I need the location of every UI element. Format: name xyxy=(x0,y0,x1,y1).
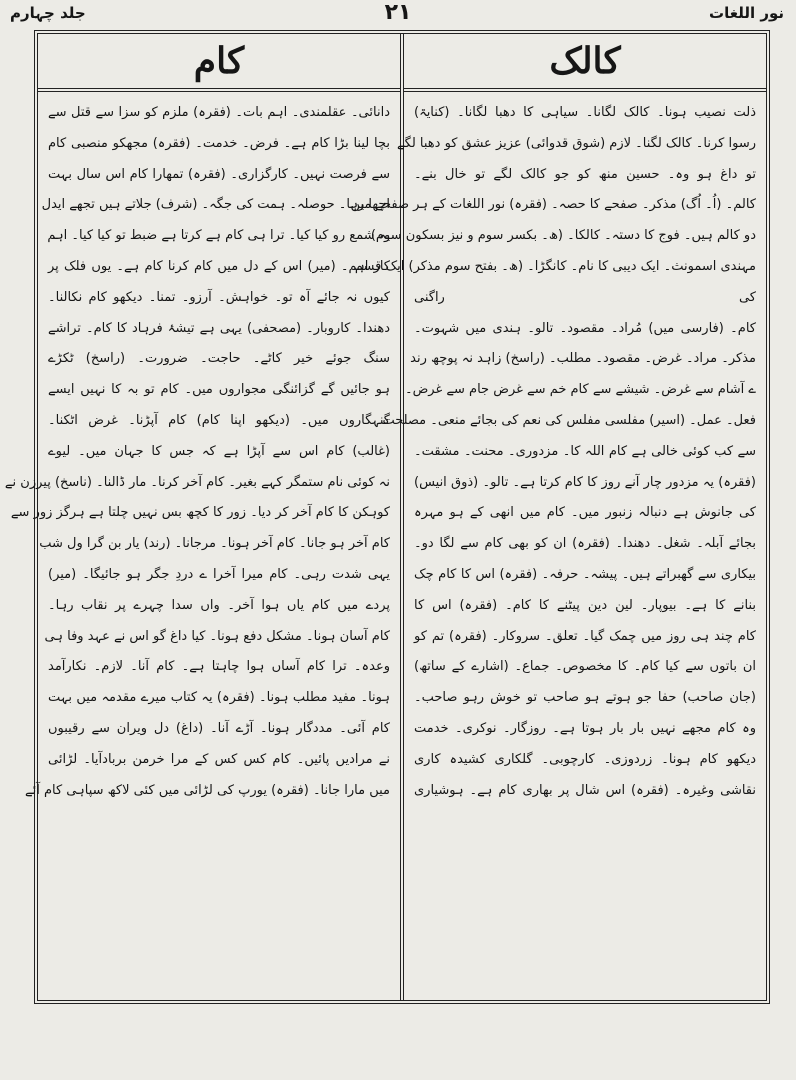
left-column-line: (غالب) کام اس سے آپڑا ہے کہ جس کا جہان میں۔ لیوے xyxy=(48,443,390,459)
right-column-line: رسوا کرنا۔ کالک لگنا۔ لازم (شوق قدوائی) عزیز عشق کو دھبا لگے xyxy=(397,135,756,151)
left-column-line: یہ شمع رو کیا کیا۔ ترا ہی کام ہے کرتا ہے ضبط تو کیا کیا۔ اہم xyxy=(47,228,390,244)
left-column-line: ہو جائیں گے گزائنگی مجواروں میں۔ کام تو بہ کا نہیں ایسے xyxy=(48,382,390,398)
right-column-line: (فقرہ) یہ مزدور چار آنے روز کا کام کرتا ہے۔ تالو۔ (ذوق انیس) xyxy=(414,474,756,490)
left-column-line: بچا لینا بڑا کام ہے۔ فرض۔ خدمت۔ (فقرہ) مجھکو منصبی کام xyxy=(48,135,390,151)
right-column-line: کی راگنی xyxy=(414,289,756,305)
right-column-line: وہ کام مجھے نہیں بار بار ہوتا ہے۔ روزگار۔ نوکری۔ خدمت xyxy=(414,720,756,736)
left-column-text xyxy=(4,92,400,806)
right-column-line: فعل۔ عمل۔ (اسیر) مفلسی مفلس کی نعم کی بجائے منعی۔ مصلحت xyxy=(382,412,756,428)
left-column-line: پردے میں کام یاں ہوا آخر۔ واں سدا چہرے پر نقاب رہا۔ xyxy=(48,597,390,613)
right-column-line: نقاشی وغیرہ۔ (فقرہ) اس شال پر بھاری کام ہے۔ ہوشیاری xyxy=(414,782,756,798)
left-column-line: کیوں نہ جائے آہ تو۔ خواہش۔ آرزو۔ تمنا۔ دیکھو کام نکالنا۔ xyxy=(48,289,390,305)
left-column-line: کام آخر ہو جانا۔ کام آخر ہونا۔ مرجانا۔ (رند) یار بن گرا ول شب xyxy=(39,536,390,552)
right-column-line: کام چند ہی روز میں چمک گیا۔ تعلق۔ سروکار۔ (فقرہ) تم کو xyxy=(414,628,756,644)
right-column-line: کالم۔ (اُ۔ اُگ) مذکر۔ صفحے کا حصہ۔ (فقرہ) نور اللغات کے ہر صفحے میں xyxy=(350,197,756,213)
left-column-line: کوہکن کا کام آخر کر دیا۔ زور کا کچھ بس نہیں چلتا ہے ہرگز زور سے xyxy=(10,505,390,521)
right-column-line: تو داغ ہو وہ۔ حسین منھ کو جو کالک لگے تو خال بنے۔ xyxy=(414,166,756,182)
left-column-line: وعدہ۔ ترا کام آساں ہوا چاہتا ہے۔ کام آنا۔ لازم۔ نکارآمد xyxy=(48,659,390,675)
left-column-line: نہ کوئی نام ستمگر کہے بغیر۔ کام آخر کرنا۔ مار ڈالنا۔ (ناسخ) پیرزن نے xyxy=(4,474,390,490)
left-column-line: کام آسان ہونا۔ مشکل دفع ہونا۔ کیا داغ گو اس نے عہد وفا ہی xyxy=(44,628,390,644)
right-column-text xyxy=(350,92,766,806)
page-number: ۲۱ xyxy=(384,0,412,25)
left-column xyxy=(4,34,400,1000)
right-column-line: ذلت نصیب ہونا۔ کالک لگانا۔ سیاہی کا دھبا لگانا۔ (کنایۃ) xyxy=(414,105,756,120)
right-column-headword: کالک xyxy=(404,34,766,92)
right-column-line: کام۔ (فارسی میں) مُراد۔ مقصود۔ تالو۔ ہندی میں شہوت۔ xyxy=(414,320,756,336)
right-column-line: کی جانوش ہے دنبالہ زنبور میں۔ کام میں انھی کے ہو مہرہ xyxy=(414,505,756,521)
left-column-line: میں مارا جانا۔ (فقرہ) یورپ کی لڑائی میں کئی لاکھ سپاہی کام آئے xyxy=(25,782,390,798)
right-column-line: دیکھو کام ہونا۔ زردوزی۔ کارچوبی۔ گلکاری کشیدہ کاری xyxy=(414,751,756,767)
right-column-line: ان باتوں سے کیا کام۔ کا مخصوص۔ جماع۔ (اشارے کے ساتھ) xyxy=(414,659,756,675)
right-column-line: بنانے کا ہے۔ بیوپار۔ لین دین پیٹنے کا کام۔ (فقرہ) اس کا xyxy=(414,597,756,613)
right-column-line: ے آشام سے غرض۔ شیشے سے کام خم سے غرض جام سے غرض۔ xyxy=(404,382,756,398)
left-column-line: ہونا۔ مفید مطلب ہونا۔ (فقرہ) یہ کتاب میرے مقدمہ میں بہت xyxy=(48,690,390,706)
left-column-line: سے فرصت نہیں۔ کارگزاری۔ (فقرہ) تمھارا کام اس سال بہت xyxy=(48,166,390,182)
left-column-line: کام آئی۔ مددگار ہونا۔ آڑے آنا۔ (داغ) دل ویران سے رقیبوں xyxy=(48,720,390,736)
right-column xyxy=(350,34,766,1000)
left-column-line: دانائی۔ عقلمندی۔ اہم بات۔ (فقرہ) ملزم کو سزا سے قتل سے xyxy=(48,105,390,120)
page-frame xyxy=(4,30,770,1004)
left-column-line: گنہگاروں میں۔ (دیکھو اپنا کام) کام آپڑنا۔ غرض اٹکنا۔ xyxy=(48,412,390,428)
right-column-line: مذکر۔ مراد۔ غرض۔ مقصود۔ مطلب۔ (راسخ) زاہد نہ پوچھ رند xyxy=(410,351,756,367)
left-column-line: دھندا۔ کاروبار۔ (مصحفی) یہی ہے تیشۂ فرہاد کا کام۔ تراشے xyxy=(48,320,390,336)
right-column-line: دو کالم ہیں۔ فوج کا دستہ۔ کالکا۔ (ھ۔ بکسر سوم و نیز بسکون سوم) xyxy=(370,228,756,244)
left-column-line: نے مرادیں پائیں۔ کام کس کس کے مرا خرمن بربادآیا۔ لڑائی xyxy=(48,751,390,767)
left-column-line: کار اہم۔ (میر) اس کے دل میں کام کرنا کام ہے۔ یوں فلک پر xyxy=(48,258,390,274)
right-column-line: سے کب کوئی خالی ہے کام اللہ کا۔ مزدوری۔ محنت۔ مشقت۔ xyxy=(414,443,756,459)
right-column-line: بجائے آبلہ۔ شغل۔ دھندا۔ (فقرہ) ان کو بھی کام سے لگا دو۔ xyxy=(414,536,756,552)
volume-label: جلد چہارم xyxy=(10,4,86,22)
left-column-line: سنگ جوئے خیر کاٹے۔ حاجت۔ ضرورت۔ (راسخ) ٹکڑے xyxy=(48,351,390,367)
right-column-line: (جان صاحب) حفا جو ہوتے ہو صاحب تو خوش رہو صاحب۔ xyxy=(414,690,756,706)
left-column-line: اچھا رہا۔ حوصلہ۔ ہمت کی جگہ۔ (شرف) جلاتے ہیں تجھے ایدل xyxy=(41,197,390,213)
left-column-headword: کام xyxy=(38,34,400,92)
book-title: نور اللغات xyxy=(709,4,784,22)
right-column-line: بیکاری سے گھبراتے ہیں۔ پیشہ۔ حرفہ۔ (فقرہ) اس کا کام چک xyxy=(414,566,756,582)
right-column-line: مہندی اسمونث۔ ایک دیبی کا نام۔ کانگڑا۔ (ھ۔ بفتح سوم مذکر) ایک قسم xyxy=(354,258,756,274)
left-column-line: یہی شدت رہی۔ کام میرا آخرا ے دردِ جگر ہو جائیگا۔ (میر) xyxy=(48,566,390,582)
